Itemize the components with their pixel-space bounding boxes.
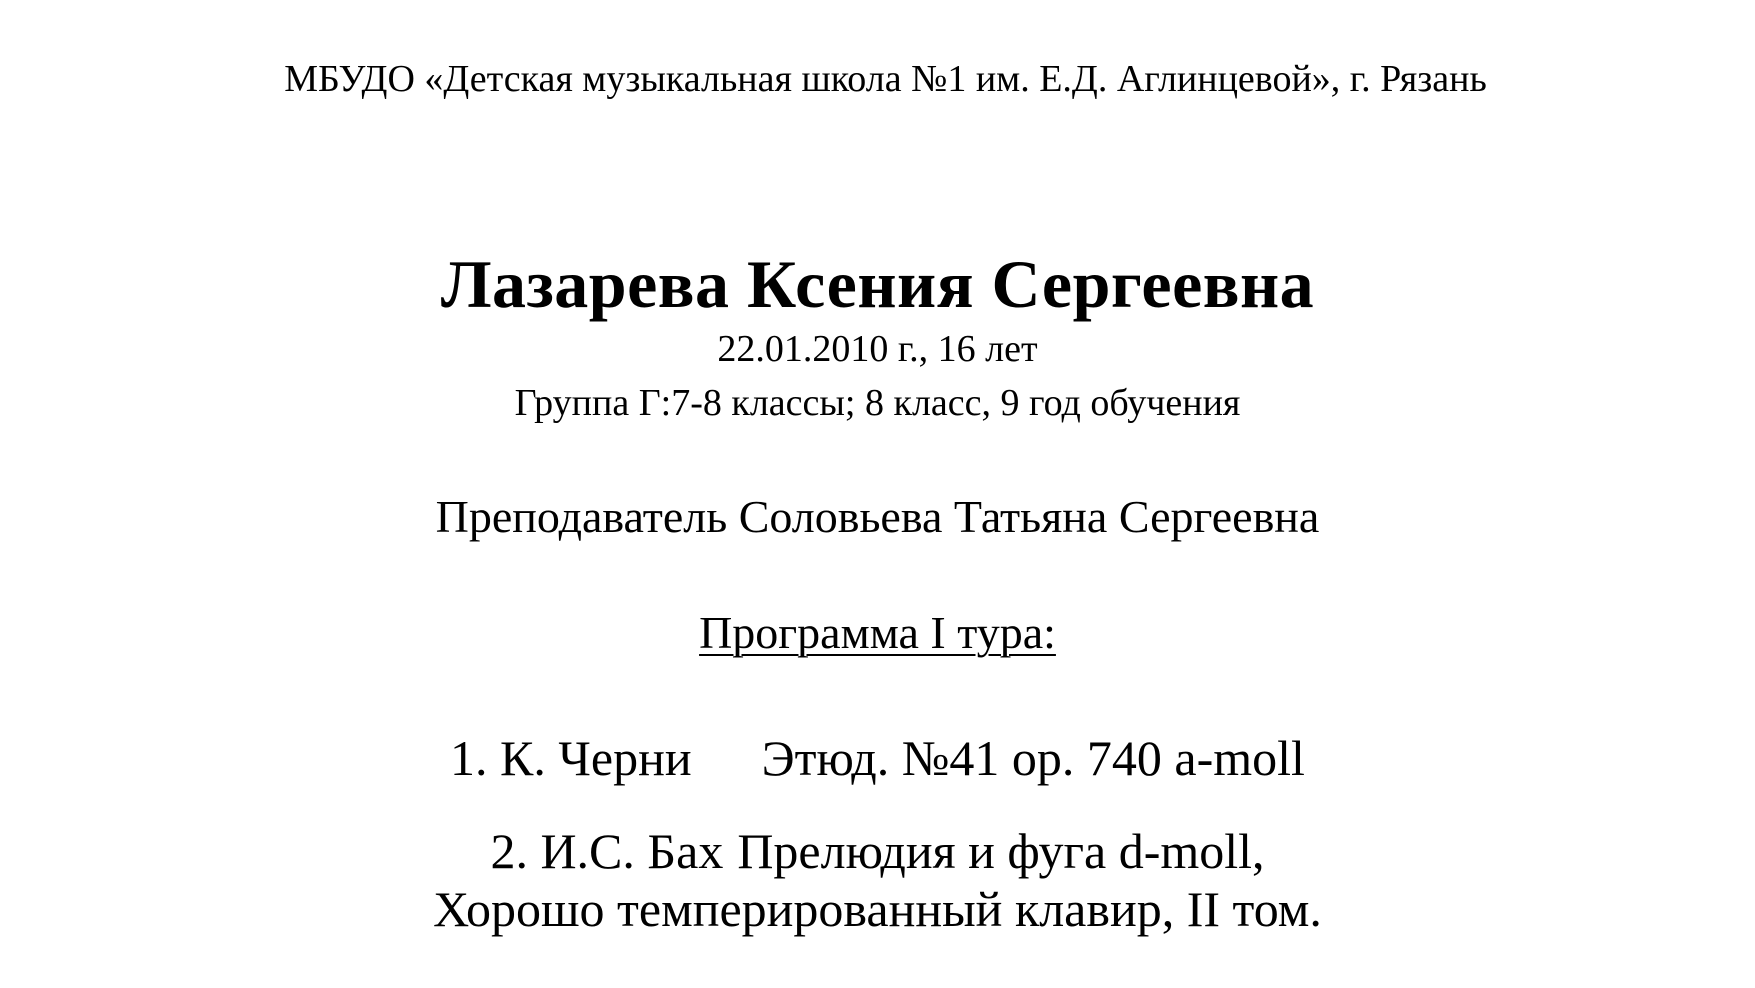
student-group: Группа Г:7-8 классы; 8 класс, 9 год обучения <box>514 382 1241 424</box>
program-item <box>0 823 1755 879</box>
student-name: Лазарева Ксения Сергеевна <box>440 246 1315 322</box>
program-item-work: Прелюдия и фуга d-moll, <box>737 823 1265 879</box>
program-title <box>0 607 1755 658</box>
program-item-work: Этюд. №41 ор. 740 a-moll <box>761 730 1305 786</box>
program-item-composer: 2. И.С. Бах <box>490 823 724 879</box>
student-birthdate-age: 22.01.2010 г., 16 лет <box>717 328 1038 370</box>
program-title-text: Программа I тура: <box>699 607 1056 658</box>
program-item <box>0 730 1755 786</box>
teacher-line: Преподаватель Соловьева Татьяна Сергеевна <box>435 491 1320 542</box>
program-item-work-continued: Хорошо темперированный клавир, II том. <box>433 881 1322 937</box>
program-item-composer: 1. К. Черни <box>450 730 692 786</box>
school-header: МБУДО «Детская музыкальная школа №1 им. Е.Д. Аглинцевой», г. Рязань <box>284 58 1487 100</box>
